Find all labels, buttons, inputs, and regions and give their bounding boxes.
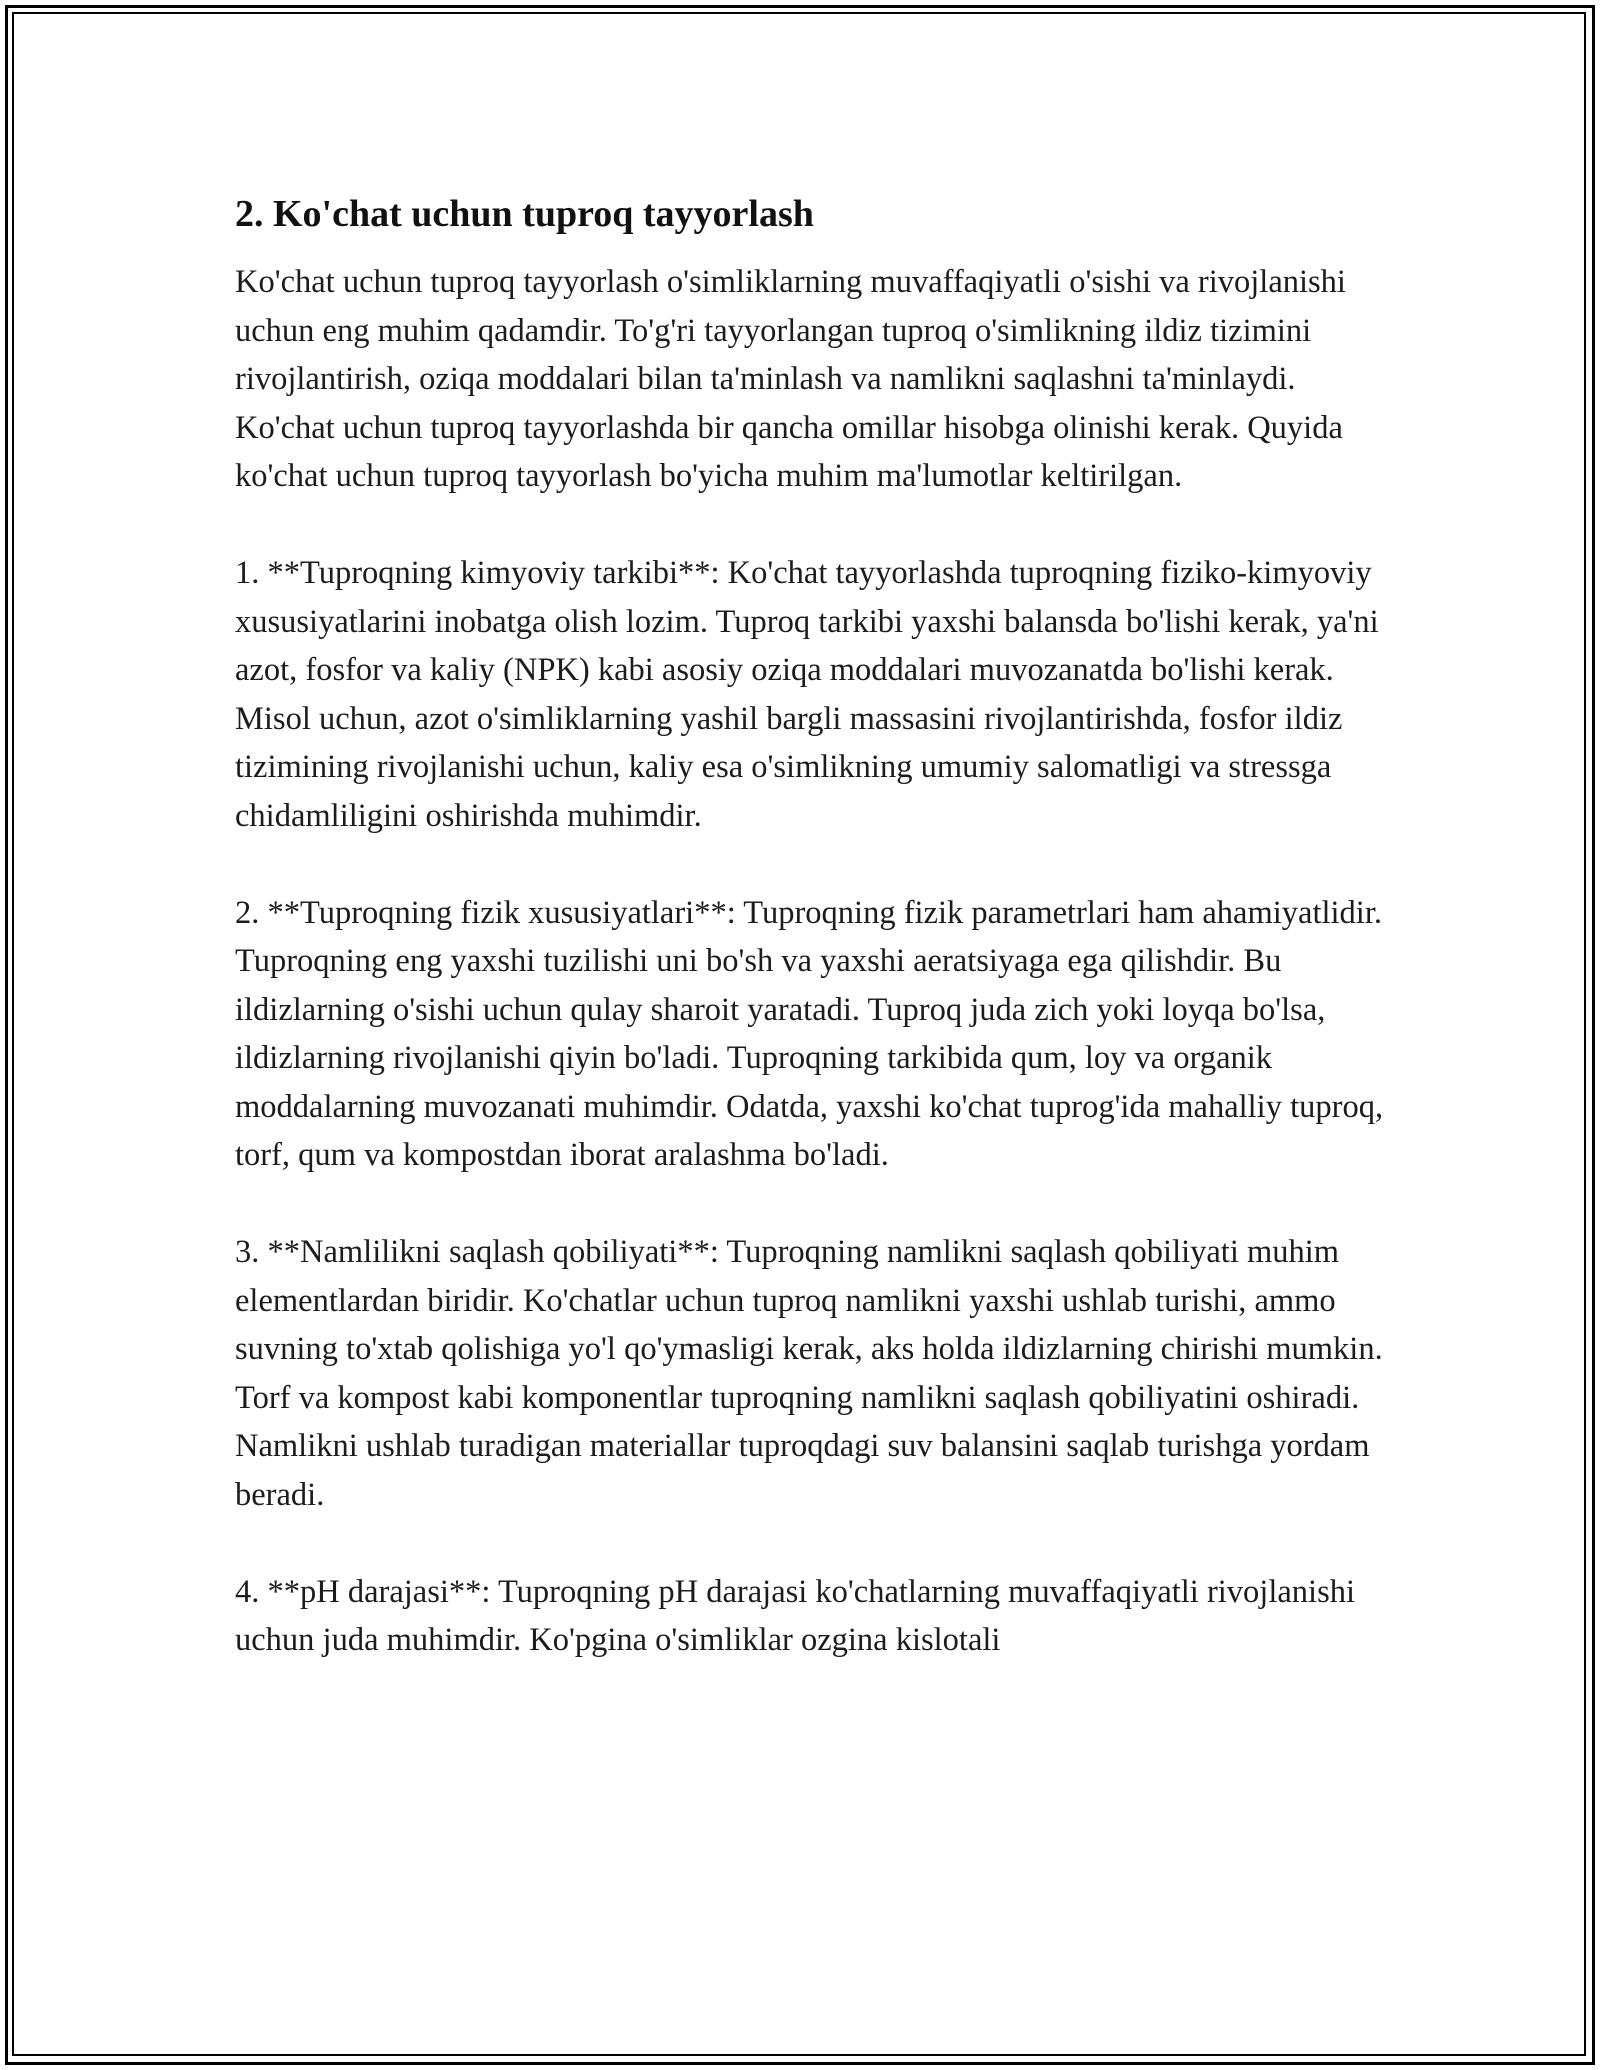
paragraph-physical-properties: 2. **Tuproqning fizik xususiyatlari**: Tuproqning fizik parametrlari ham ahamiyatlidir. Tuproqning eng yaxshi tuzilishi uni bo'sh va yaxshi aeratsiyaga ega qilishdir. Bu ildizlarning o'sishi uchun qulay sharoit yaratadi. Tuproq juda zich yoki loyqa bo'lsa, ildizlarning rivojlanishi qiyin bo'ladi. Tuproqning tarkibida qum, loy va organik moddalarning muvozanati muhimdir. Odatda, yaxshi ko'chat tuprog'ida mahalliy tuproq, torf, qum va kompostdan iborat aralashma bo'ladi. <box>235 894 1384 1173</box>
document-body <box>235 188 1385 1665</box>
paragraph-moisture-retention: 3. **Namlilikni saqlash qobiliyati**: Tuproqning namlikni saqlash qobiliyati muhim elementlardan biridir. Ko'chatlar uchun tuproq namlikni yaxshi ushlab turishi, ammo suvning to'xtab qolishiga yo'l qo'ymasligi kerak, aks holda ildizlarning chirishi mumkin. Torf va kompost kabi komponentlar tuproqning namlikni saqlash qobiliyatini oshiradi. Namlikni ushlab turadigan materiallar tuproqdagi suv balansini saqlab turishga yordam beradi. <box>235 1234 1383 1513</box>
paragraph-chemical-composition: 1. **Tuproqning kimyoviy tarkibi**: Ko'chat tayyorlashda tuproqning fiziko-kimyoviy xususiyatlarini inobatga olish lozim. Tuproq tarkibi yaxshi balansda bo'lishi kerak, ya'ni azot, fosfor va kaliy (NPK) kabi asosiy oziqa moddalari muvozanatda bo'lishi kerak. Misol uchun, azot o'simliklarning yashil bargli massasini rivojlantirishda, fosfor ildiz tizimining rivojlanishi uchun, kaliy esa o'simlikning umumiy salomatligi va stressga chidamliligini oshirishda muhimdir. <box>235 555 1379 834</box>
section-heading: 2. Ko'chat uchun tuproq tayyorlash <box>235 193 814 235</box>
paragraph-ph-level: 4. **pH darajasi**: Tuproqning pH darajasi ko'chatlarning muvaffaqiyatli rivojlanishi uchun juda muhimdir. Ko'pgina o'simliklar ozgina kislotali <box>235 1573 1355 1658</box>
intro-paragraph: Ko'chat uchun tuproq tayyorlash o'simliklarning muvaffaqiyatli o'sishi va rivojlanishi uchun eng muhim qadamdir. To'g'ri tayyorlangan tuproq o'simlikning ildiz tizimini rivojlantirish, oziqa moddalari bilan ta'minlash va namlikni saqlashni ta'minlaydi. Ko'chat uchun tuproq tayyorlashda bir qancha omillar hisobga olinishi kerak. Quyida ko'chat uchun tuproq tayyorlash bo'yicha muhim ma'lumotlar keltirilgan. <box>235 264 1346 494</box>
